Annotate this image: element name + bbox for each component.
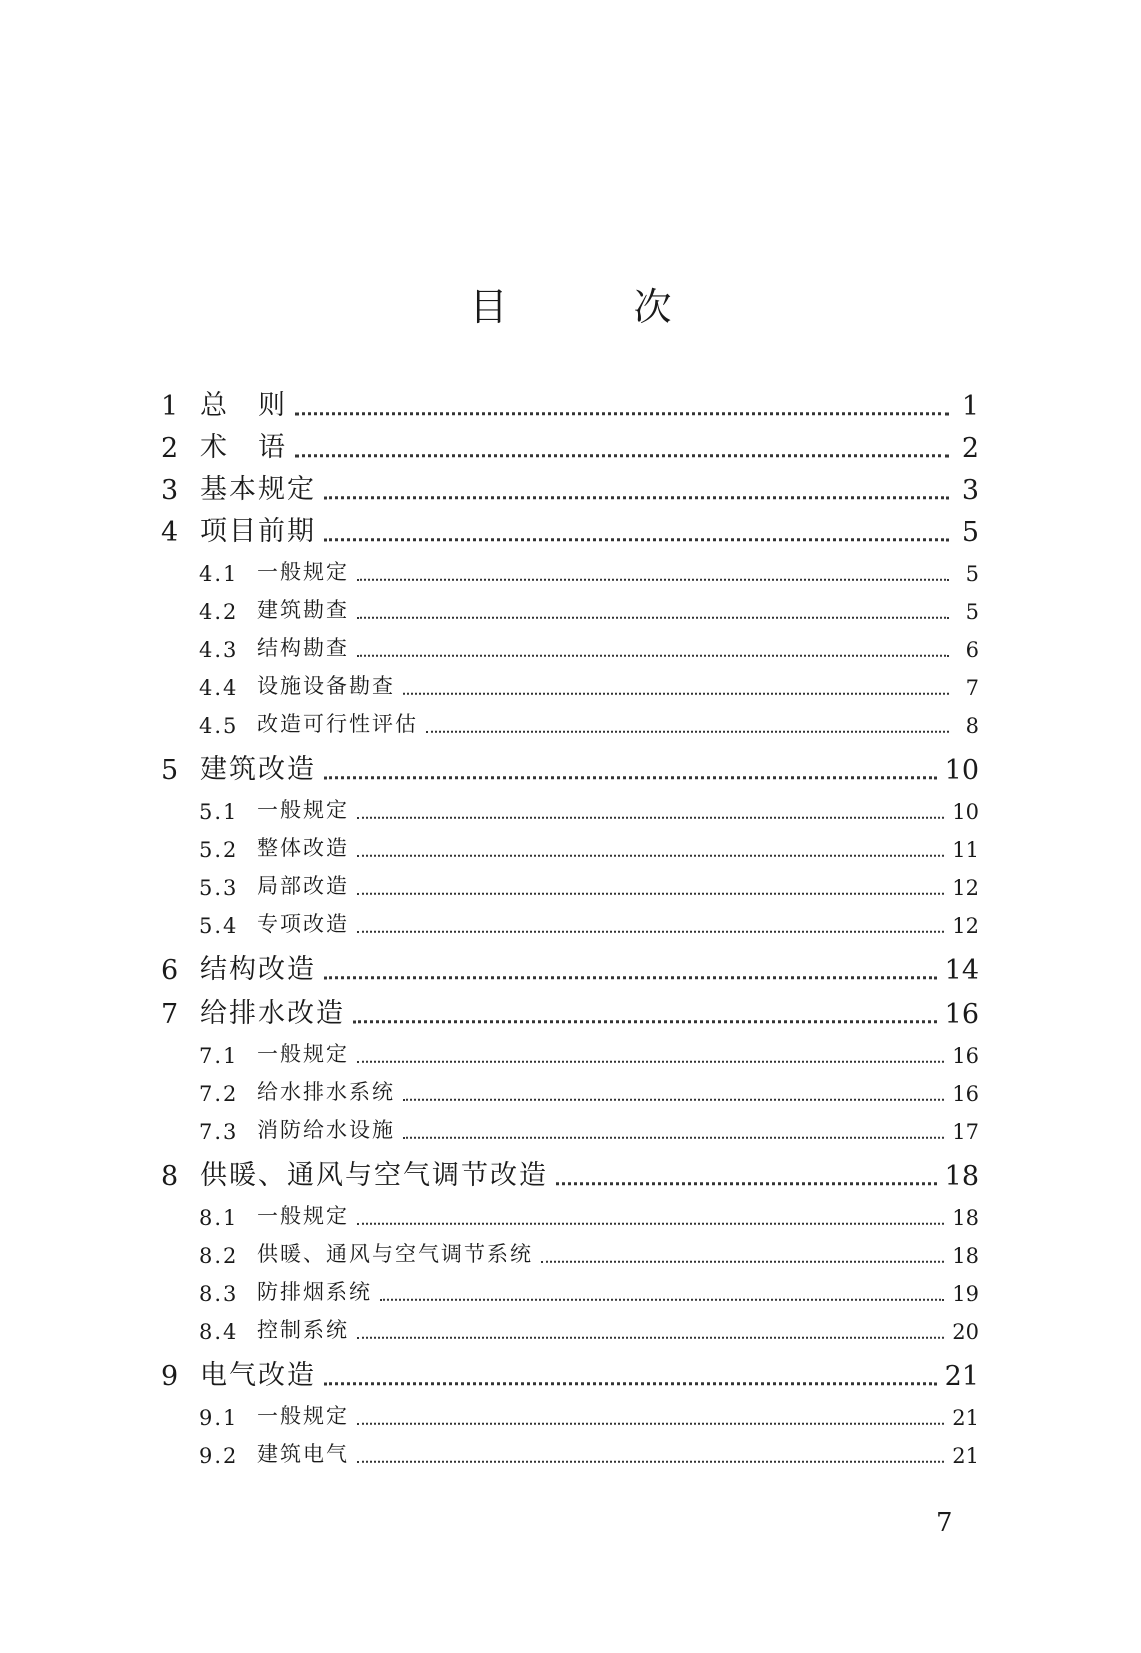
toc-entry-page: 10 xyxy=(944,755,979,786)
toc-entry-page: 18 xyxy=(952,1244,979,1268)
toc-entry-title: 消防给水设施 xyxy=(257,1118,395,1142)
toc-leader-dots xyxy=(353,995,937,1024)
toc-leader-dots xyxy=(541,1241,944,1263)
toc-entry-page: 14 xyxy=(944,955,979,986)
toc-subentry[interactable] xyxy=(199,626,979,662)
toc-subentry[interactable] xyxy=(199,1270,979,1306)
toc-entry-title: 一般规定 xyxy=(257,1042,349,1066)
toc-entry-number: 8 xyxy=(161,1161,179,1192)
toc-entry-page: 16 xyxy=(952,1044,979,1068)
toc-subentry[interactable] xyxy=(199,1394,979,1430)
toc-subentry[interactable] xyxy=(199,702,979,738)
toc-entry-number: 5 xyxy=(161,755,179,786)
toc-entry-page: 5 xyxy=(965,562,979,586)
toc-entry-number: 7 xyxy=(161,999,179,1030)
toc-leader-dots xyxy=(357,1441,944,1463)
toc-leader-dots xyxy=(426,711,949,733)
toc-entry-number: 4.3 xyxy=(199,638,239,662)
toc-leader-dots xyxy=(357,797,944,819)
toc-entry-page: 10 xyxy=(952,800,979,824)
toc-leader-dots xyxy=(357,559,949,581)
toc-subentry[interactable] xyxy=(199,664,979,700)
toc-entry-number: 5.4 xyxy=(199,914,239,938)
toc-subentry[interactable] xyxy=(199,1108,979,1144)
toc-entry-title: 结构改造 xyxy=(200,954,316,985)
toc-leader-dots xyxy=(357,911,944,933)
toc-entry-title: 术 语 xyxy=(200,432,287,463)
toc-entry-page: 16 xyxy=(952,1082,979,1106)
toc-entry-title: 给水排水系统 xyxy=(257,1080,395,1104)
toc-entry-page: 17 xyxy=(952,1120,979,1144)
toc-entry-number: 9.2 xyxy=(199,1444,239,1468)
toc-leader-dots xyxy=(357,1203,944,1225)
toc-subentry[interactable] xyxy=(199,902,979,938)
toc-entry-number: 9 xyxy=(161,1361,179,1392)
toc-entry-number: 8.3 xyxy=(199,1282,239,1306)
toc-leader-dots xyxy=(357,873,944,895)
toc-entry[interactable] xyxy=(161,378,979,422)
toc-leader-dots xyxy=(295,387,949,416)
toc-entry-title: 局部改造 xyxy=(257,874,349,898)
toc-entry-page: 3 xyxy=(961,475,979,506)
toc-entry-title: 一般规定 xyxy=(257,1204,349,1228)
toc-subentry[interactable] xyxy=(199,1432,979,1468)
toc-subentry[interactable] xyxy=(199,1194,979,1230)
toc-leader-dots xyxy=(357,635,949,657)
toc-entry-title: 一般规定 xyxy=(257,560,349,584)
toc-entry-page: 7 xyxy=(965,676,979,700)
page-number: 7 xyxy=(936,1508,953,1538)
toc-entry-number: 9.1 xyxy=(199,1406,239,1430)
toc-entry-number: 4.2 xyxy=(199,600,239,624)
toc-entry-page: 21 xyxy=(952,1406,979,1430)
toc-entry-title: 建筑电气 xyxy=(257,1442,349,1466)
toc-entry-page: 18 xyxy=(952,1206,979,1230)
toc-subentry[interactable] xyxy=(199,1070,979,1106)
toc-subentry[interactable] xyxy=(199,826,979,862)
toc-subentry[interactable] xyxy=(199,588,979,624)
toc-entry-number: 5.1 xyxy=(199,800,239,824)
toc-entry-number: 4.4 xyxy=(199,676,239,700)
toc-entry-number: 4.5 xyxy=(199,714,239,738)
toc-entry-page: 12 xyxy=(952,914,979,938)
toc-entry-page: 12 xyxy=(952,876,979,900)
toc-entry-page: 16 xyxy=(944,999,979,1030)
toc-entry-page: 2 xyxy=(961,433,979,464)
toc-entry-title: 基本规定 xyxy=(200,474,316,505)
toc-entry-number: 6 xyxy=(161,955,179,986)
toc-leader-dots xyxy=(324,1357,937,1386)
toc-leader-dots xyxy=(324,471,949,500)
toc-entry-title: 供暖、通风与空气调节改造 xyxy=(200,1160,548,1191)
toc-entry-title: 供暖、通风与空气调节系统 xyxy=(257,1242,533,1266)
toc-leader-dots xyxy=(324,751,937,780)
toc-entry-number: 7.1 xyxy=(199,1044,239,1068)
toc-entry-title: 一般规定 xyxy=(257,798,349,822)
toc-leader-dots xyxy=(556,1157,937,1186)
toc-entry-number: 4 xyxy=(161,517,179,548)
toc-entry-number: 1 xyxy=(161,391,179,422)
toc-subentry[interactable] xyxy=(199,1032,979,1068)
toc-entry-page: 11 xyxy=(952,838,979,862)
toc-entry[interactable] xyxy=(161,986,979,1030)
toc-entry-number: 8.2 xyxy=(199,1244,239,1268)
toc-subentry[interactable] xyxy=(199,1308,979,1344)
toc-entry-title: 给排水改造 xyxy=(200,998,345,1029)
toc-entry-page: 1 xyxy=(961,391,979,422)
toc-leader-dots xyxy=(403,673,949,695)
toc-leader-dots xyxy=(357,1317,944,1339)
toc-entry-number: 5.3 xyxy=(199,876,239,900)
toc-entry-title: 总 则 xyxy=(200,390,287,421)
toc-entry-page: 18 xyxy=(944,1161,979,1192)
toc-entry-title: 项目前期 xyxy=(200,516,316,547)
toc-entry[interactable] xyxy=(161,942,979,986)
toc-entry[interactable] xyxy=(161,420,979,464)
toc-entry-number: 3 xyxy=(161,475,179,506)
toc-entry[interactable] xyxy=(161,1148,979,1192)
toc-entry-title: 结构勘查 xyxy=(257,636,349,660)
toc-entry-number: 8.1 xyxy=(199,1206,239,1230)
toc-entry-page: 20 xyxy=(952,1320,979,1344)
toc-leader-dots xyxy=(403,1117,944,1139)
toc-subentry[interactable] xyxy=(199,1232,979,1268)
toc-entry-number: 7.2 xyxy=(199,1082,239,1106)
toc-entry-number: 4.1 xyxy=(199,562,239,586)
toc-subentry[interactable] xyxy=(199,788,979,824)
toc-entry-page: 21 xyxy=(952,1444,979,1468)
toc-leader-dots xyxy=(324,513,949,542)
toc-subentry[interactable] xyxy=(199,550,979,586)
toc-leader-dots xyxy=(380,1279,944,1301)
toc-leader-dots xyxy=(295,429,949,458)
toc-entry-title: 一般规定 xyxy=(257,1404,349,1428)
toc-leader-dots xyxy=(357,1403,944,1425)
toc-entry-title: 建筑改造 xyxy=(200,754,316,785)
page-title: 目 次 xyxy=(469,285,716,329)
toc-entry-title: 控制系统 xyxy=(257,1318,349,1342)
toc-leader-dots xyxy=(357,1041,944,1063)
toc-entry-title: 设施设备勘查 xyxy=(257,674,395,698)
toc-leader-dots xyxy=(357,835,944,857)
toc-entry-title: 整体改造 xyxy=(257,836,349,860)
toc-entry-page: 5 xyxy=(961,517,979,548)
toc-entry-title: 专项改造 xyxy=(257,912,349,936)
toc-entry-title: 防排烟系统 xyxy=(257,1280,372,1304)
toc-entry[interactable] xyxy=(161,1348,979,1392)
toc-entry-page: 5 xyxy=(965,600,979,624)
toc-entry-number: 8.4 xyxy=(199,1320,239,1344)
toc-leader-dots xyxy=(403,1079,944,1101)
toc-entry-page: 6 xyxy=(965,638,979,662)
toc-entry-number: 2 xyxy=(161,433,179,464)
toc-entry-page: 19 xyxy=(952,1282,979,1306)
toc-leader-dots xyxy=(357,597,949,619)
toc-leader-dots xyxy=(324,951,937,980)
toc-entry-number: 7.3 xyxy=(199,1120,239,1144)
toc-entry-page: 21 xyxy=(944,1361,979,1392)
toc-entry[interactable] xyxy=(161,504,979,548)
toc-entry-title: 建筑勘查 xyxy=(257,598,349,622)
toc-entry[interactable] xyxy=(161,462,979,506)
toc-entry-title: 电气改造 xyxy=(200,1360,316,1391)
toc-entry-page: 8 xyxy=(965,714,979,738)
toc-entry[interactable] xyxy=(161,742,979,786)
toc-subentry[interactable] xyxy=(199,864,979,900)
toc-entry-title: 改造可行性评估 xyxy=(257,712,418,736)
toc-entry-number: 5.2 xyxy=(199,838,239,862)
